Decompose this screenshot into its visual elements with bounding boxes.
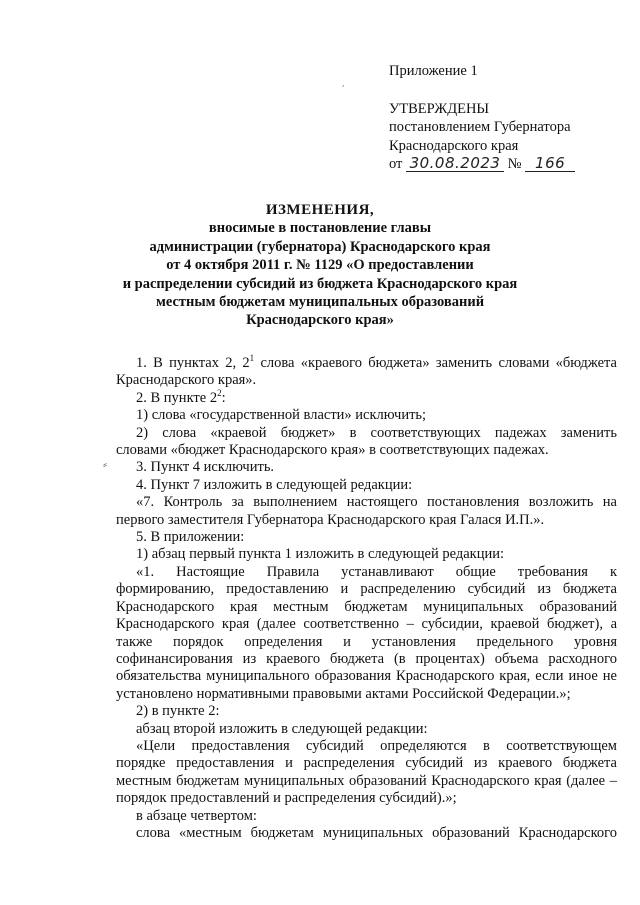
item-2-2-cont: словами «бюджет Краснодарского края» в соответствующих падежах. bbox=[116, 442, 549, 459]
title-line: администрации (губернатора) Краснодарского края bbox=[149, 238, 491, 255]
quote-1-line: «1. Настоящие Правила устанавливают общие требования к bbox=[136, 563, 617, 580]
item-5: 5. В приложении: bbox=[136, 529, 245, 546]
document-body bbox=[116, 355, 617, 842]
margin-mark: ⸗ bbox=[103, 457, 107, 471]
quote-1-last: установлено нормативными правовыми актами Российской Федерации.»; bbox=[116, 685, 571, 702]
approval-date-line bbox=[389, 155, 624, 174]
title-line: вносимые в постановление главы bbox=[208, 220, 432, 237]
item-1-cont: Краснодарского края». bbox=[116, 372, 257, 389]
approved-by-region: Краснодарского края bbox=[389, 137, 519, 154]
title-line: местным бюджетам муниципальных образований bbox=[155, 294, 485, 311]
paragraph-4-intro: в абзаце четвертом: bbox=[136, 807, 257, 824]
quote-2-line: «Цели предоставления субсидий определяются в соответствующем bbox=[136, 737, 617, 754]
title-line: и распределении субсидий из бюджета Краснодарского края bbox=[122, 275, 518, 292]
quote-2-last: порядок предоставлений и распределения субсидий).»; bbox=[116, 790, 457, 807]
item-5-1: 1) абзац первый пункта 1 изложить в следующей редакции: bbox=[136, 546, 505, 563]
quote-1-line: софинансирования из краевого бюджета (в процентах) объема расходного bbox=[116, 650, 617, 667]
quote-2-line: порядке предоставления и распределения субсидий из краевого бюджета bbox=[116, 755, 617, 772]
handwritten-date: 30.08.2023 bbox=[406, 156, 504, 172]
title-line: Краснодарского края» bbox=[246, 312, 394, 329]
quote-1-line: обязательства муниципального образования Краснодарского края, если иное не bbox=[116, 668, 617, 685]
title-main: ИЗМЕНЕНИЯ, bbox=[265, 202, 375, 218]
title-line: от 4 октября 2011 г. № 1129 «О предоставлении bbox=[166, 257, 474, 274]
number-sign: № bbox=[507, 156, 522, 173]
item-1-line: 1. В пунктах 2, $2^1$ слова «краевого бюджета» заменить словами «бюджета bbox=[136, 353, 617, 371]
appendix-label: Приложение 1 bbox=[389, 63, 478, 79]
item-2-1: 1) слова «государственной власти» исключить; bbox=[136, 407, 427, 424]
stray-pen-mark: ´ bbox=[340, 83, 349, 96]
handwritten-number: 166 bbox=[525, 156, 575, 172]
item-4-quote-cont: первого заместителя Губернатора Краснодарского края Галася И.П.». bbox=[116, 511, 545, 528]
item-4-quote: «7. Контроль за выполнением настоящего постановления возложить на bbox=[136, 494, 617, 511]
item-4: 4. Пункт 7 изложить в следующей редакции: bbox=[136, 476, 413, 493]
quote-1-line: также порядок определения и установления предельного уровня bbox=[116, 633, 617, 650]
quote-1-line: Краснодарского края местным бюджетам муниципальных образований bbox=[116, 598, 617, 615]
paragraph-4-text: слова «местным бюджетам муниципальных образований Краснодарского bbox=[136, 824, 617, 841]
item-2: 2. В пункте $2^2$: bbox=[136, 387, 226, 406]
approved-by-line: постановлением Губернатора bbox=[389, 119, 571, 136]
quote-1-line: формированию, предоставлению и распределению субсидий из бюджета bbox=[116, 581, 617, 598]
quote-2-line: местным бюджетам муниципальных образований Краснодарского края (далее – bbox=[116, 772, 617, 789]
document-title bbox=[120, 201, 520, 330]
approved-label: УТВЕРЖДЕНЫ bbox=[389, 100, 490, 117]
item-5-2: 2) в пункте 2: bbox=[136, 703, 220, 720]
item-2-2: 2) слова «краевой бюджет» в соответствующих падежах заменить bbox=[136, 424, 617, 441]
quote-1-line: Краснодарского края (далее соответственно – субсидии, краевой бюджет), а bbox=[116, 616, 617, 633]
paragraph-2-intro: абзац второй изложить в следующей редакции: bbox=[136, 720, 428, 737]
item-3: 3. Пункт 4 исключить. bbox=[136, 459, 275, 476]
approval-block bbox=[389, 62, 624, 174]
date-prefix: от bbox=[389, 156, 403, 173]
